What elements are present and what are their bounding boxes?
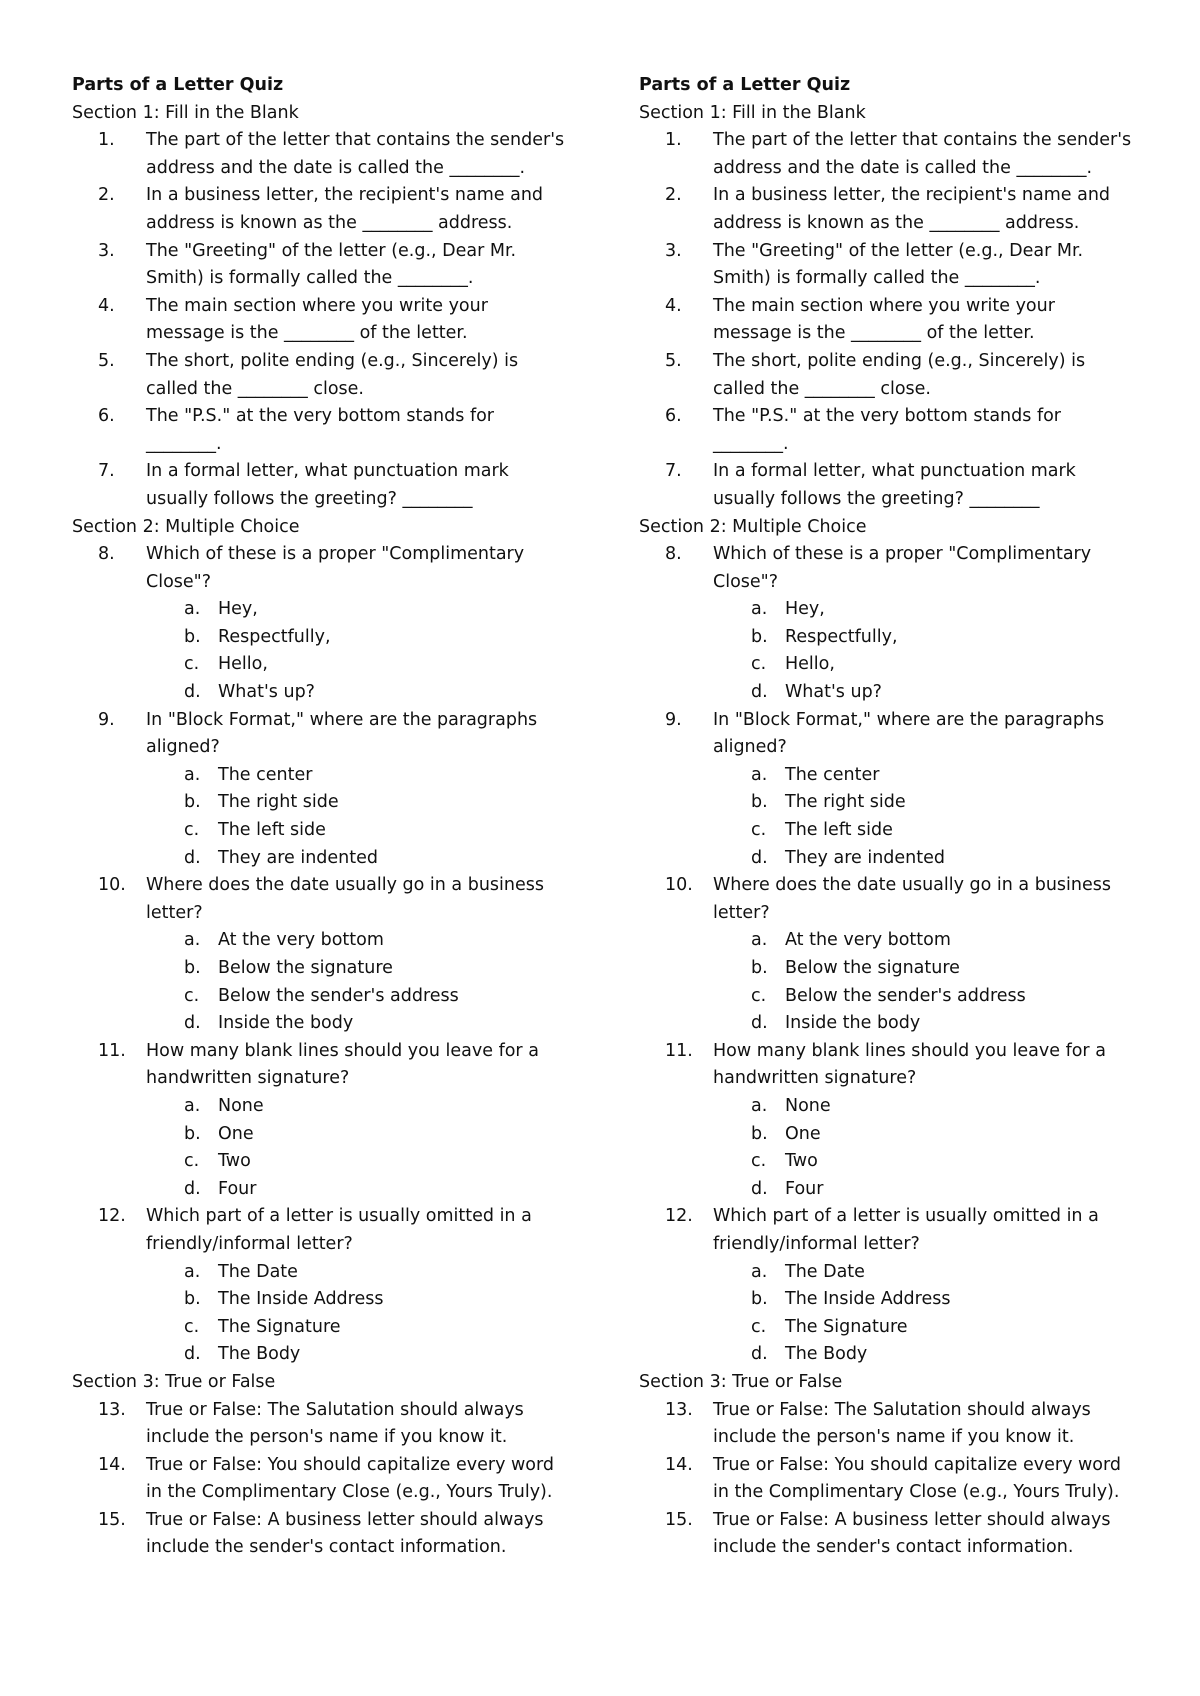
question-text: The short, polite ending (e.g., Sincerely) is called the ________ close. [713,350,1086,399]
option-text: Two [785,1151,818,1172]
question-number: 1. [98,130,115,151]
question-item [72,458,572,513]
option-letter: a. [184,1095,201,1116]
answer-option [146,1148,572,1176]
option-text: The Signature [785,1316,908,1337]
option-letter: b. [751,626,768,647]
question-item [72,1397,572,1452]
question-item [639,1452,1139,1507]
option-text: The right side [218,792,339,813]
option-text: Four [218,1178,257,1199]
answer-option [146,1259,572,1287]
question-text: The "Greeting" of the letter (e.g., Dear Mr. Smith) is formally called the ________. [146,240,517,289]
quiz-section [639,514,1139,1369]
quiz-section [639,100,1139,514]
question-item [639,541,1139,707]
question-text: The short, polite ending (e.g., Sincerely) is called the ________ close. [146,350,519,399]
quiz-copy-left [72,72,572,1562]
answer-options [713,1259,1139,1369]
option-text: None [785,1095,831,1116]
quiz-section [72,1369,572,1562]
question-number: 5. [98,350,115,371]
answer-option [146,596,572,624]
answer-option [713,1314,1139,1342]
answer-option [146,817,572,845]
question-item [639,707,1139,873]
question-item [72,541,572,707]
question-text: Where does the date usually go in a business letter? [146,875,544,923]
question-item [72,872,572,1038]
answer-option [713,1176,1139,1204]
question-item [639,293,1139,348]
question-text: Which part of a letter is usually omitted in a friendly/informal letter? [146,1206,532,1254]
question-item [639,1038,1139,1204]
question-list [639,127,1139,513]
option-text: The Body [785,1344,868,1365]
question-number: 11. [665,1040,693,1061]
answer-options [713,596,1139,706]
answer-option [146,1093,572,1121]
question-text: True or False: The Salutation should always include the person's name if you know it. [146,1399,524,1448]
answer-option [146,955,572,983]
answer-option [146,845,572,873]
option-letter: a. [751,1095,768,1116]
answer-option [146,1286,572,1314]
question-text: The main section where you write your message is the ________ of the letter. [713,295,1055,344]
option-text: The Date [785,1261,865,1282]
question-item [72,348,572,403]
answer-option [713,845,1139,873]
answer-options [146,1259,572,1369]
question-number: 5. [665,350,682,371]
question-number: 8. [98,544,115,565]
answer-option [713,1286,1139,1314]
answer-option [146,927,572,955]
quiz-section [72,100,572,514]
answer-option [146,1341,572,1369]
answer-option [713,1121,1139,1149]
question-text: The "P.S." at the very bottom stands for ________. [146,406,495,454]
question-item [639,238,1139,293]
question-number: 15. [98,1509,126,1530]
question-text: The part of the letter that contains the sender's address and the date is called the ________. [713,130,1132,178]
answer-option [146,1176,572,1204]
question-text: True or False: You should capitalize every word in the Complimentary Close (e.g., Yours Truly). [713,1454,1122,1503]
answer-option [713,1341,1139,1369]
answer-option [146,762,572,790]
question-number: 12. [665,1206,693,1227]
question-number: 2. [98,185,115,206]
option-letter: c. [751,985,767,1006]
question-number: 2. [665,185,682,206]
answer-option [713,1148,1139,1176]
option-letter: c. [184,654,200,675]
option-letter: c. [184,1316,200,1337]
answer-option [713,817,1139,845]
option-text: Below the sender's address [218,985,459,1006]
option-letter: a. [184,599,201,620]
question-list [639,1397,1139,1563]
option-letter: a. [751,1261,768,1282]
option-letter: d. [751,682,768,703]
option-letter: c. [184,1151,200,1172]
option-text: Inside the body [218,1013,354,1034]
option-letter: b. [751,958,768,978]
option-letter: c. [184,985,200,1006]
answer-option [146,789,572,817]
answer-option [146,1010,572,1038]
option-text: Below the signature [218,958,393,978]
option-text: What's up? [218,682,315,703]
answer-options [146,762,572,872]
question-text: In "Block Format," where are the paragraphs aligned? [713,709,1105,758]
option-letter: b. [184,626,201,647]
question-number: 13. [98,1399,126,1420]
answer-option [713,983,1139,1011]
question-item [639,1203,1139,1369]
question-text: The "P.S." at the very bottom stands for ________. [713,406,1062,454]
quiz-section [72,514,572,1369]
answer-options [146,927,572,1037]
option-text: The Signature [218,1316,341,1337]
option-letter: d. [184,1013,201,1034]
option-letter: b. [751,792,768,813]
option-text: Respectfully, [785,626,898,647]
question-text: In a formal letter, what punctuation mark usually follows the greeting? ________ [713,461,1076,509]
question-list [72,127,572,513]
answer-option [713,789,1139,817]
question-text: In "Block Format," where are the paragraphs aligned? [146,709,538,758]
answer-options [713,927,1139,1037]
option-text: Hello, [218,654,268,675]
option-text: What's up? [785,682,882,703]
option-letter: c. [751,820,767,841]
answer-option [713,955,1139,983]
question-item [639,403,1139,458]
question-text: How many blank lines should you leave for a handwritten signature? [713,1040,1106,1089]
section-heading: Section 3: True or False [72,1371,276,1392]
option-text: One [218,1123,254,1144]
question-text: Where does the date usually go in a business letter? [713,875,1111,923]
question-text: The main section where you write your message is the ________ of the letter. [146,295,488,344]
answer-option [713,1259,1139,1287]
question-item [639,1507,1139,1562]
question-text: True or False: A business letter should always include the sender's contact information. [146,1509,544,1558]
option-letter: d. [184,847,201,868]
option-text: Hey, [218,599,258,620]
option-letter: a. [751,764,768,785]
option-letter: c. [184,820,200,841]
option-text: The Body [218,1344,301,1365]
question-item [72,293,572,348]
quiz-copy-right [639,72,1139,1562]
answer-options [146,1093,572,1203]
option-text: Respectfully, [218,626,331,647]
option-letter: c. [751,1316,767,1337]
answer-options [146,596,572,706]
option-letter: d. [184,1178,201,1199]
question-item [72,238,572,293]
option-text: They are indented [218,847,378,868]
option-letter: d. [751,1178,768,1199]
question-number: 6. [665,406,682,427]
question-text: True or False: The Salutation should always include the person's name if you know it. [713,1399,1091,1448]
quiz-title: Parts of a Letter Quiz [72,75,284,95]
answer-option [713,596,1139,624]
answer-option [713,1093,1139,1121]
question-number: 10. [98,875,126,896]
question-number: 6. [98,406,115,427]
question-number: 3. [665,240,682,261]
option-letter: c. [751,1151,767,1172]
option-letter: b. [751,1123,768,1144]
option-text: Four [785,1178,824,1199]
option-letter: b. [184,792,201,813]
question-item [72,1452,572,1507]
question-number: 14. [665,1454,693,1475]
option-text: None [218,1095,264,1116]
answer-option [713,624,1139,652]
answer-option [713,679,1139,707]
question-number: 7. [665,461,682,482]
question-text: In a formal letter, what punctuation mark usually follows the greeting? ________ [146,461,509,509]
question-number: 12. [98,1206,126,1227]
question-item [639,348,1139,403]
question-text: The "Greeting" of the letter (e.g., Dear Mr. Smith) is formally called the ________. [713,240,1084,289]
option-letter: b. [184,1123,201,1144]
question-number: 4. [665,295,682,316]
answer-option [146,651,572,679]
option-letter: b. [751,1289,768,1310]
question-number: 14. [98,1454,126,1475]
section-heading: Section 2: Multiple Choice [72,516,300,537]
question-item [72,127,572,182]
option-letter: d. [751,847,768,868]
question-number: 7. [98,461,115,482]
option-text: The Inside Address [218,1289,384,1310]
question-number: 9. [665,709,682,730]
option-letter: c. [751,654,767,675]
option-text: At the very bottom [218,930,384,951]
option-text: The right side [785,792,906,813]
question-number: 4. [98,295,115,316]
question-item [72,707,572,873]
option-letter: d. [751,1013,768,1034]
option-letter: b. [184,958,201,978]
option-text: Hey, [785,599,825,620]
question-item [639,872,1139,1038]
option-letter: a. [751,599,768,620]
option-letter: d. [184,682,201,703]
answer-option [146,1121,572,1149]
question-text: In a business letter, the recipient's name and address is known as the ________ address. [713,185,1111,233]
option-text: The Inside Address [785,1289,951,1310]
quiz-title: Parts of a Letter Quiz [639,75,851,95]
option-text: The left side [218,820,326,841]
section-heading: Section 1: Fill in the Blank [72,102,299,123]
question-list [639,541,1139,1369]
question-text: Which of these is a proper "Complimentary Close"? [713,544,1092,592]
question-text: True or False: A business letter should always include the sender's contact information. [713,1509,1111,1558]
option-text: Below the sender's address [785,985,1026,1006]
question-number: 9. [98,709,115,730]
answer-option [146,679,572,707]
option-text: They are indented [785,847,945,868]
question-number: 8. [665,544,682,565]
answer-option [146,1314,572,1342]
option-letter: d. [184,1344,201,1365]
quiz-section [639,1369,1139,1562]
question-text: The part of the letter that contains the sender's address and the date is called the ________. [146,130,565,178]
question-item [639,127,1139,182]
answer-option [713,762,1139,790]
option-letter: a. [184,764,201,785]
section-heading: Section 1: Fill in the Blank [639,102,866,123]
option-text: At the very bottom [785,930,951,951]
option-text: The center [218,764,313,785]
section-heading: Section 3: True or False [639,1371,843,1392]
question-text: True or False: You should capitalize every word in the Complimentary Close (e.g., Yours Truly). [146,1454,555,1503]
question-item [72,182,572,237]
question-number: 3. [98,240,115,261]
question-text: How many blank lines should you leave for a handwritten signature? [146,1040,539,1089]
question-number: 1. [665,130,682,151]
question-number: 13. [665,1399,693,1420]
question-item [72,1038,572,1204]
question-list [72,541,572,1369]
answer-options [713,762,1139,872]
answer-option [713,651,1139,679]
option-text: Below the signature [785,958,960,978]
question-item [72,403,572,458]
question-item [639,458,1139,513]
option-text: Two [218,1151,251,1172]
option-letter: a. [184,1261,201,1282]
question-item [72,1507,572,1562]
answer-options [713,1093,1139,1203]
question-number: 10. [665,875,693,896]
question-number: 11. [98,1040,126,1061]
option-letter: a. [751,930,768,951]
option-text: One [785,1123,821,1144]
option-text: The left side [785,820,893,841]
question-item [639,182,1139,237]
option-text: Inside the body [785,1013,921,1034]
question-item [639,1397,1139,1452]
question-text: Which part of a letter is usually omitted in a friendly/informal letter? [713,1206,1099,1254]
answer-option [713,927,1139,955]
question-text: Which of these is a proper "Complimentary Close"? [146,544,525,592]
answer-option [146,983,572,1011]
option-text: The Date [218,1261,298,1282]
option-text: Hello, [785,654,835,675]
question-number: 15. [665,1509,693,1530]
option-letter: a. [184,930,201,951]
option-letter: b. [184,1289,201,1310]
answer-option [713,1010,1139,1038]
question-list [72,1397,572,1563]
question-text: In a business letter, the recipient's name and address is known as the ________ address. [146,185,544,233]
section-heading: Section 2: Multiple Choice [639,516,867,537]
question-item [72,1203,572,1369]
option-text: The center [785,764,880,785]
option-letter: d. [751,1344,768,1365]
answer-option [146,624,572,652]
